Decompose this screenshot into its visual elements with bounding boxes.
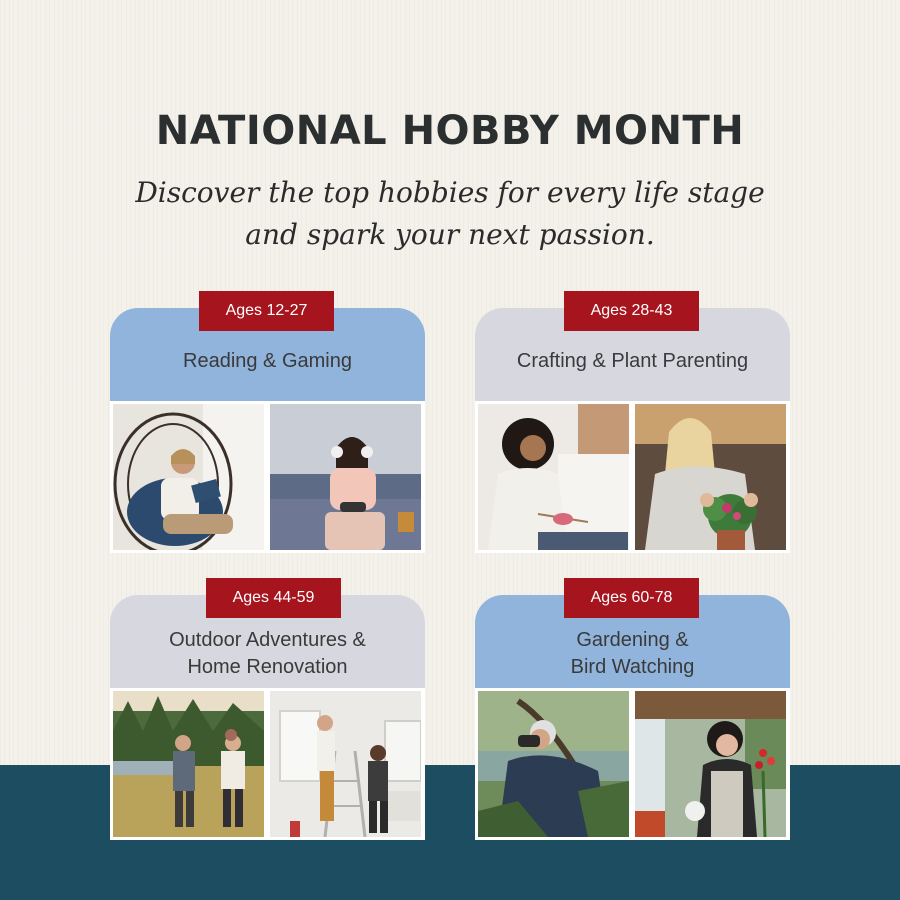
woman-knitting-photo bbox=[478, 404, 629, 550]
family-hiking-outdoors-photo bbox=[113, 691, 264, 837]
hobby-card-ages-60-78 bbox=[475, 589, 790, 840]
age-badge: Ages 28-43 bbox=[564, 291, 699, 331]
person-reading-in-hanging-chair-photo bbox=[113, 404, 264, 550]
hobby-label-line2: Home Renovation bbox=[187, 656, 348, 678]
photo-strip bbox=[110, 401, 425, 553]
age-badge: Ages 12-27 bbox=[199, 291, 334, 331]
hobby-card-ages-28-43 bbox=[475, 302, 790, 553]
hobby-card-ages-12-27 bbox=[110, 302, 425, 553]
hobby-card-ages-44-59 bbox=[110, 589, 425, 840]
woman-tending-houseplant-photo bbox=[635, 404, 786, 550]
hobby-label-line1: Outdoor Adventures & bbox=[169, 629, 366, 651]
woman-gardening-flowers-photo bbox=[635, 691, 786, 837]
hobby-label-line2: Bird Watching bbox=[570, 656, 695, 678]
hobby-label: Crafting & Plant Parenting bbox=[516, 350, 749, 372]
age-badge: Ages 44-59 bbox=[206, 578, 341, 618]
age-badge: Ages 60-78 bbox=[564, 578, 699, 618]
hobby-label: Reading & Gaming bbox=[183, 350, 352, 372]
person-gaming-with-headphones-photo bbox=[270, 404, 421, 550]
page-title: NATIONAL HOBBY MONTH bbox=[155, 108, 745, 154]
hobby-label-line1: Gardening & bbox=[576, 629, 689, 651]
photo-strip bbox=[110, 688, 425, 840]
page-subtitle: Discover the top hobbies for every life stage and spark your next passion. bbox=[135, 176, 765, 251]
photo-strip bbox=[475, 401, 790, 553]
man-with-binoculars-photo bbox=[478, 691, 629, 837]
photo-strip bbox=[475, 688, 790, 840]
couple-renovating-room-photo bbox=[270, 691, 421, 837]
